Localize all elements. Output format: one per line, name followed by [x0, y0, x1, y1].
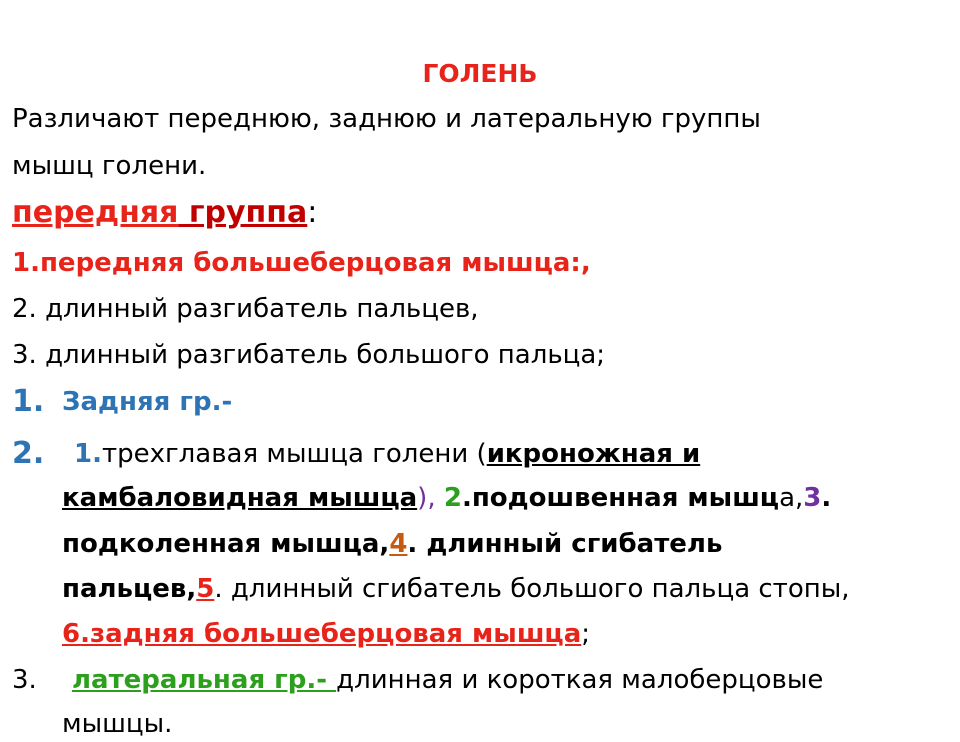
posterior-close-paren: ): [417, 483, 428, 513]
posterior-line-1: [62, 436, 700, 472]
anterior-heading-group: группа: [178, 195, 308, 230]
intro-line-2: мышц голени.: [12, 151, 207, 181]
posterior-a: а,: [779, 483, 804, 513]
posterior-bold-4a: . длинный сгибатель: [407, 529, 723, 559]
posterior-num-1: 1.: [74, 439, 102, 469]
posterior-bold-4b: пальцев,: [62, 574, 197, 604]
anterior-heading-colon: :: [307, 195, 318, 230]
posterior-num-4: 4: [389, 529, 408, 559]
anterior-item-2: 2. длинный разгибатель пальцев,: [12, 294, 479, 324]
list-number-2: 2.: [12, 436, 45, 471]
posterior-line-5: [62, 616, 590, 652]
lateral-line-2: мышцы.: [62, 709, 173, 739]
slide-title: ГОЛЕНЬ: [422, 59, 538, 88]
posterior-dot: .: [821, 483, 832, 513]
intro-line-1: Различают переднюю, заднюю и латеральную группы: [12, 104, 761, 134]
posterior-bold-2: .подошвенная мышц: [461, 483, 780, 513]
posterior-bold-6: .задняя большеберцовая мышца: [80, 619, 582, 649]
posterior-num-5: 5: [196, 574, 215, 604]
posterior-line-2: [62, 480, 831, 516]
posterior-semicolon: ;: [581, 619, 591, 649]
posterior-text-5: . длинный сгибатель большого пальца стопы,: [214, 574, 850, 604]
posterior-bold-1a: икроножная и: [486, 439, 701, 469]
posterior-comma: ,: [427, 483, 444, 513]
posterior-num-2: 2: [443, 483, 462, 513]
posterior-bold-3: подколенная мышца,: [62, 529, 390, 559]
posterior-line-3: [62, 526, 722, 562]
list-number-1: 1.: [12, 384, 45, 419]
list-number-3: 3.: [12, 665, 37, 695]
lateral-line-1: [62, 662, 823, 698]
lateral-text: длинная и короткая малоберцовые: [336, 665, 824, 695]
lateral-heading: латеральная гр.-: [72, 665, 337, 695]
posterior-num-3: 3: [803, 483, 822, 513]
posterior-line-4: [62, 571, 850, 607]
posterior-heading: Задняя гр.-: [62, 387, 233, 417]
anterior-heading: [12, 195, 317, 232]
posterior-bold-1b: камбаловидная мышца: [62, 483, 418, 513]
anterior-item-1: 1.передняя большеберцовая мышца:,: [12, 248, 591, 278]
posterior-text-1: трехглавая мышца голени (: [101, 439, 487, 469]
posterior-num-6: 6: [62, 619, 81, 649]
anterior-item-3: 3. длинный разгибатель большого пальца;: [12, 340, 606, 370]
anterior-heading-word: передняя: [12, 195, 179, 230]
